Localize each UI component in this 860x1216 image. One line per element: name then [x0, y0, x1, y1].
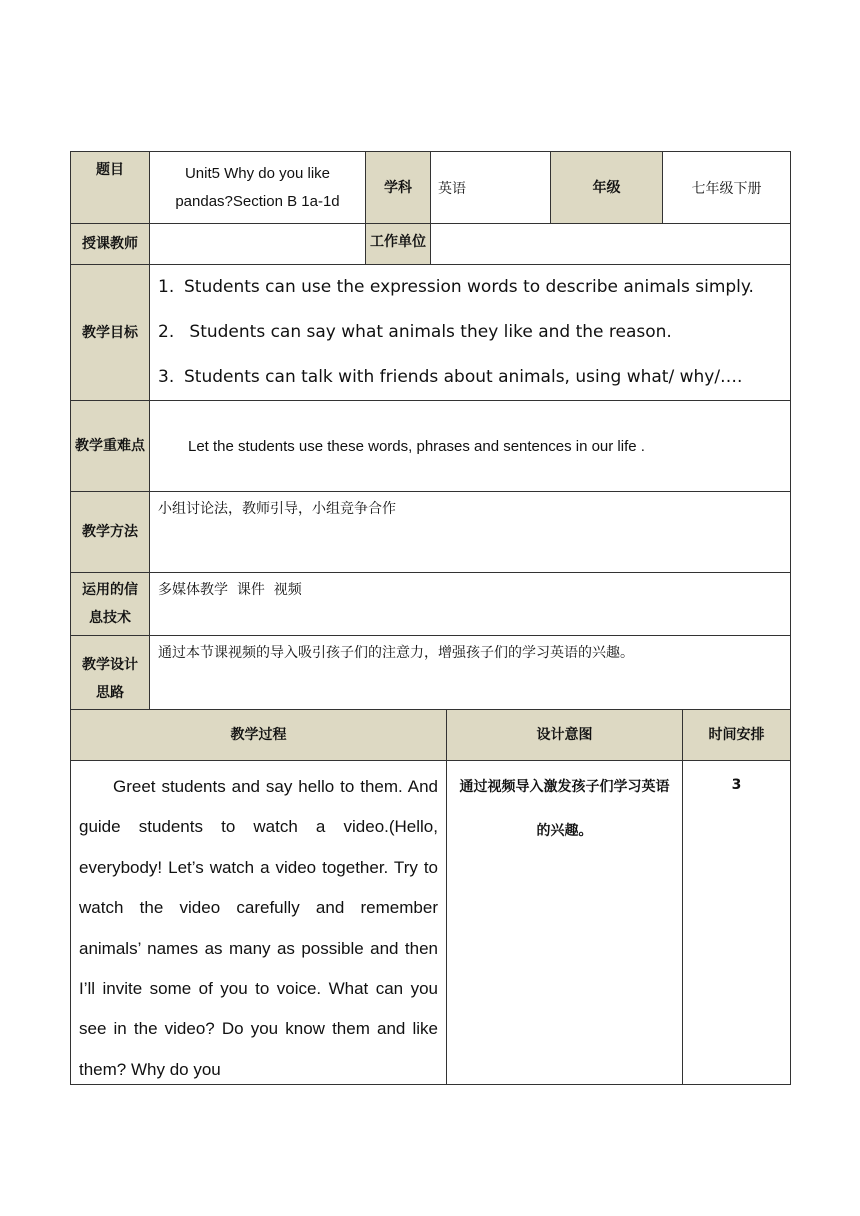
- tech-label: 运用的信息技术: [71, 573, 150, 636]
- table-row-time: [683, 761, 791, 1085]
- objective-num: 1.: [158, 277, 175, 297]
- teacher-label: 授课教师: [71, 224, 150, 265]
- objective-item: [150, 355, 790, 400]
- objective-num: 3.: [158, 367, 175, 387]
- objectives-list: [150, 265, 790, 400]
- objective-item: [150, 310, 790, 355]
- intent-text: 通过视频导入激发孩子们学习英语的兴趣。: [459, 779, 670, 839]
- objective-num: 2.: [158, 322, 175, 342]
- key-points-label: 教学重难点: [71, 401, 150, 492]
- table-row-intent: [447, 761, 683, 1085]
- methods-label: 教学方法: [71, 492, 150, 573]
- time-text: 3: [731, 777, 742, 793]
- process-text: Greet students and say hello to them. And guide students to watch a video.(Hello, everybody! Let’s watch a video together. Try to watch the video carefully and remember animals’ names as many as possible and then I’ll invite some of you to voice. What can you see in the video? Do you know them and like them? Why do you: [79, 777, 438, 1079]
- process-table: [70, 709, 791, 1085]
- workunit-label-text: 工作单位: [370, 234, 426, 250]
- tech-text: 多媒体教学 课件 视频: [150, 573, 791, 636]
- objectives-cell: [150, 265, 791, 401]
- subject-label: 学科: [366, 152, 431, 224]
- lesson-info-table: [70, 151, 791, 722]
- subject-value: 英语: [431, 152, 551, 224]
- objective-text: Students can say what animals they like and the reason.: [184, 322, 672, 342]
- grade-value: 七年级下册: [663, 152, 791, 224]
- teacher-value: [150, 224, 366, 265]
- grade-label: 年级: [551, 152, 663, 224]
- intent-header: 设计意图: [447, 710, 683, 761]
- methods-text: 小组讨论法，教师引导，小组竞争合作: [150, 492, 791, 573]
- process-header: 教学过程: [71, 710, 447, 761]
- time-header: 时间安排: [683, 710, 791, 761]
- key-points-text: Let the students use these words, phrases and sentences in our life .: [150, 401, 791, 492]
- objective-text: Students can use the expression words to describe animals simply.: [184, 277, 754, 297]
- workunit-value: [431, 224, 791, 265]
- objectives-label: 教学目标: [71, 265, 150, 401]
- topic-label: 题目: [71, 152, 150, 224]
- design-idea-text: 通过本节课视频的导入吸引孩子们的注意力，增强孩子们的学习英语的兴趣。: [150, 636, 791, 722]
- workunit-label: [366, 224, 431, 265]
- design-idea-label: 教学设计思路: [71, 636, 150, 722]
- table-row-process: [71, 761, 447, 1085]
- objective-text: Students can talk with friends about animals, using what/ why/….: [184, 367, 743, 387]
- topic-value: Unit5 Why do you like pandas?Section B 1a-1d: [150, 152, 366, 224]
- objective-item: [150, 265, 790, 310]
